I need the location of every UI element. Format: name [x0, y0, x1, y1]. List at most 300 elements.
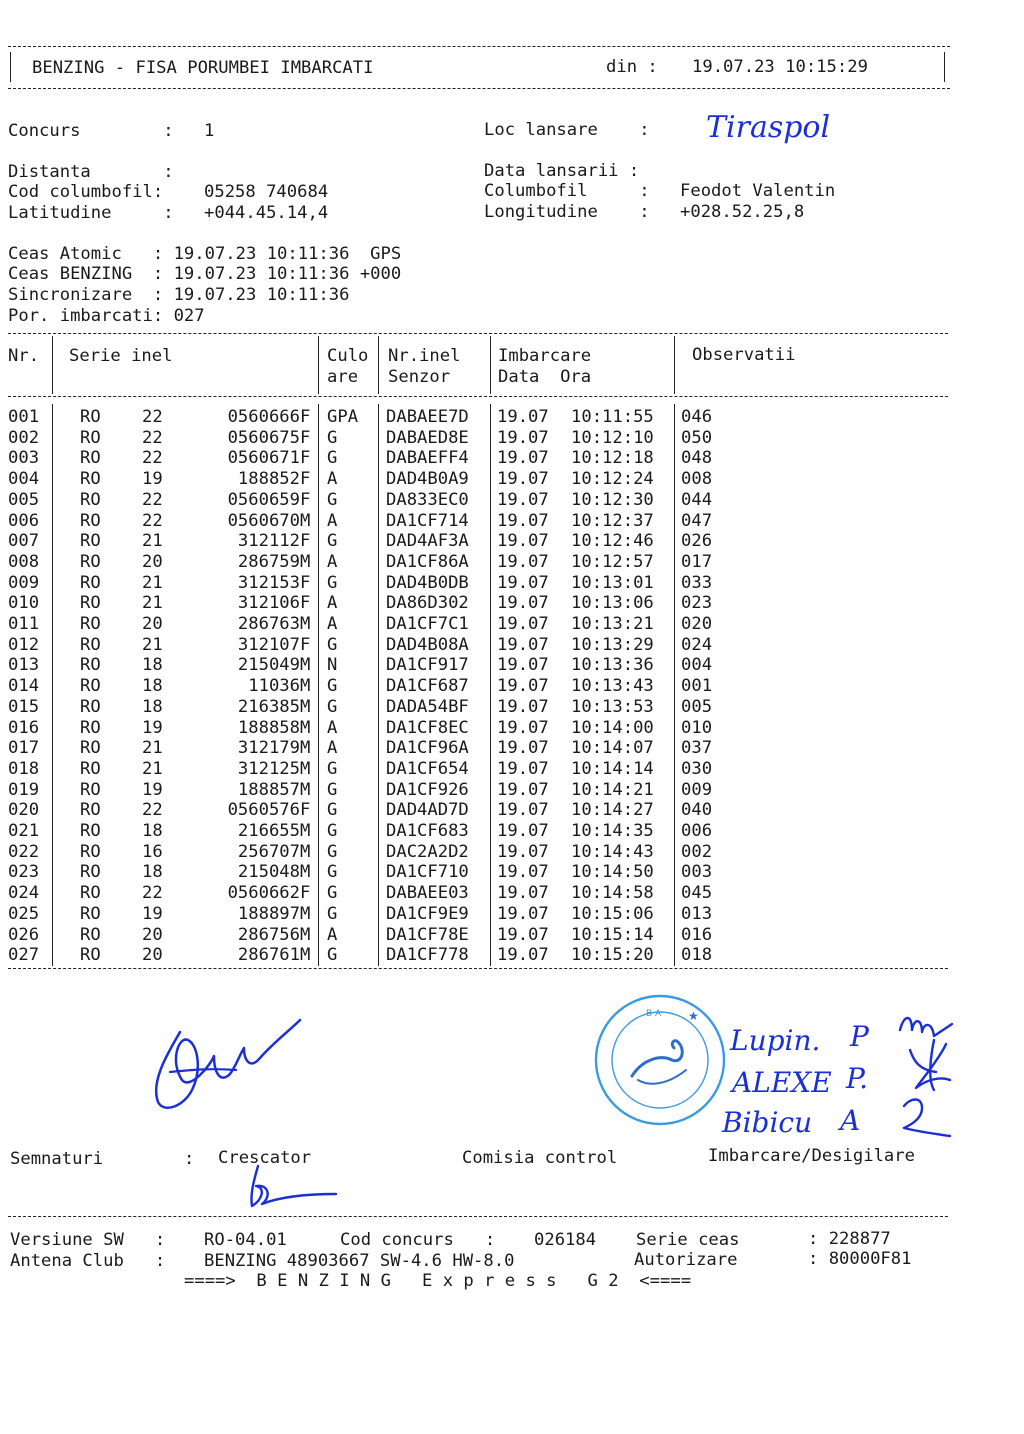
cell-culoare: G	[327, 862, 338, 883]
table-row	[0, 407, 1024, 428]
cell-country: RO	[80, 614, 101, 634]
date-value: 19.07.23 10:15:29	[692, 57, 868, 77]
table-row	[0, 676, 1024, 697]
cell-data: 19.07	[497, 717, 549, 738]
cell-data: 19.07	[497, 593, 549, 614]
col-sep-3	[378, 336, 379, 394]
cell-year: 21	[142, 634, 163, 655]
autorizare-label: Autorizare	[634, 1250, 738, 1270]
cell-ora: 10:13:21	[571, 614, 654, 634]
cell-senzor: DAD4B0DB	[386, 572, 469, 593]
cell-culoare: A	[327, 614, 338, 634]
header-left-border	[10, 52, 11, 82]
cell-observatii: 023	[681, 593, 713, 614]
ceas-benzing: Ceas BENZING : 19.07.23 10:11:36 +000	[8, 264, 402, 284]
cell-senzor: DA1CF714	[386, 510, 469, 531]
cell-senzor: DA1CF917	[386, 655, 469, 676]
cell-observatii: 001	[681, 676, 713, 697]
cell-culoare: N	[327, 655, 338, 676]
benzing-banner: ====> B E N Z I N G E x p r e s s G 2 <====	[184, 1271, 692, 1291]
distanta-label: Distanta :	[8, 162, 174, 182]
cell-ring: 0560671	[227, 448, 300, 469]
cell-country: RO	[80, 800, 101, 821]
cell-senzor: DA1CF86A	[386, 551, 469, 572]
cell-nr: 027	[8, 945, 40, 966]
cell-data: 19.07	[497, 469, 549, 490]
cell-year: 18	[142, 862, 163, 883]
longitudine-value: +028.52.25,8	[680, 202, 805, 222]
cell-year: 20	[142, 945, 163, 966]
col-header-observatii: Observatii	[692, 345, 796, 365]
cell-data: 19.07	[497, 407, 549, 427]
sincronizare: Sincronizare : 19.07.23 10:11:36	[8, 285, 350, 305]
cell-culoare: G	[327, 800, 338, 821]
cell-nr: 018	[8, 758, 40, 779]
cell-data: 19.07	[497, 862, 549, 883]
cell-data: 19.07	[497, 634, 549, 655]
cell-nr: 024	[8, 883, 40, 904]
cell-senzor: DABAEFF4	[386, 448, 469, 469]
cell-sex: F	[300, 593, 311, 614]
cell-year: 19	[142, 903, 163, 924]
cell-observatii: 045	[681, 883, 713, 904]
cell-year: 16	[142, 841, 163, 862]
cell-data: 19.07	[497, 903, 549, 924]
cell-country: RO	[80, 924, 101, 945]
cell-observatii: 024	[681, 634, 713, 655]
cell-sex: M	[300, 676, 311, 697]
cell-sex: M	[300, 551, 311, 572]
cell-senzor: DA1CF9E9	[386, 903, 469, 924]
semnaturi-colon: :	[184, 1149, 195, 1169]
cell-year: 21	[142, 758, 163, 779]
cell-year: 20	[142, 924, 163, 945]
concurs-label: Concurs :	[8, 121, 174, 141]
cell-country: RO	[80, 696, 101, 717]
col-header-data-ora: Data Ora	[498, 367, 592, 387]
cell-year: 21	[142, 738, 163, 759]
col-sep-2	[318, 336, 319, 394]
cell-sex: F	[300, 634, 311, 655]
cell-data: 19.07	[497, 924, 549, 945]
cell-year: 19	[142, 717, 163, 738]
cell-year: 21	[142, 593, 163, 614]
cell-year: 18	[142, 696, 163, 717]
cell-ring: 286761	[237, 945, 300, 966]
cell-culoare: G	[327, 448, 338, 469]
cell-ora: 10:12:46	[571, 531, 654, 552]
cell-senzor: DABAED8E	[386, 427, 469, 448]
cell-ring: 188858	[237, 717, 300, 738]
col-header-nr: Nr.	[8, 346, 40, 366]
table-row	[0, 448, 1024, 469]
header-top-rule	[8, 46, 950, 47]
crescator-signature	[232, 1160, 342, 1215]
cell-country: RO	[80, 758, 101, 779]
cell-country: RO	[80, 717, 101, 738]
cell-year: 22	[142, 883, 163, 904]
serie-ceas-value: : 228877	[808, 1229, 891, 1249]
cell-sex: F	[300, 448, 311, 469]
table-row	[0, 862, 1024, 883]
table-row	[0, 697, 1024, 718]
cell-culoare: G	[327, 696, 338, 717]
svg-text:★: ★	[688, 1009, 699, 1023]
cell-ora: 10:12:57	[571, 551, 654, 572]
cell-data: 19.07	[497, 841, 549, 862]
cell-nr: 004	[8, 469, 40, 490]
cell-observatii: 040	[681, 800, 713, 821]
table-row	[0, 718, 1024, 739]
cell-sex: M	[300, 738, 311, 759]
table-bottom-rule	[8, 968, 948, 969]
cell-sex: M	[300, 924, 311, 945]
cell-ora: 10:14:27	[571, 800, 654, 821]
cell-observatii: 002	[681, 841, 713, 862]
cell-ora: 10:11:55	[571, 407, 654, 427]
cell-ora: 10:13:01	[571, 572, 654, 593]
cell-country: RO	[80, 469, 101, 490]
cell-country: RO	[80, 489, 101, 510]
cell-year: 22	[142, 800, 163, 821]
cell-year: 19	[142, 469, 163, 490]
cell-culoare: A	[327, 738, 338, 759]
cod-concurs-value: 026184	[534, 1230, 597, 1250]
table-row	[0, 883, 1024, 904]
cell-ring: 312106	[237, 593, 300, 614]
table-row	[0, 759, 1024, 780]
cell-culoare: G	[327, 779, 338, 800]
cell-senzor: DAC2A2D2	[386, 841, 469, 862]
cell-year: 18	[142, 676, 163, 697]
cell-data: 19.07	[497, 758, 549, 779]
cell-observatii: 047	[681, 510, 713, 531]
table-row	[0, 635, 1024, 656]
cell-senzor: DA1CF96A	[386, 738, 469, 759]
latitudine-label: Latitudine :	[8, 203, 174, 223]
date-label: din :	[606, 57, 658, 77]
cell-sex: M	[300, 510, 311, 531]
cell-year: 19	[142, 779, 163, 800]
antena-club-label: Antena Club :	[10, 1251, 166, 1271]
cell-culoare: G	[327, 758, 338, 779]
cell-observatii: 003	[681, 862, 713, 883]
commission-mark-2: P.	[846, 1062, 869, 1095]
cell-nr: 012	[8, 634, 40, 655]
cell-country: RO	[80, 572, 101, 593]
cod-columbofil-value: 05258 740684	[204, 182, 329, 202]
table-row	[0, 614, 1024, 635]
cell-data: 19.07	[497, 821, 549, 841]
cell-country: RO	[80, 655, 101, 676]
cell-sex: F	[300, 407, 311, 427]
table-row	[0, 531, 1024, 552]
cell-country: RO	[80, 779, 101, 800]
cell-observatii: 004	[681, 655, 713, 676]
cell-senzor: DA1CF8EC	[386, 717, 469, 738]
cell-culoare: G	[327, 572, 338, 593]
signature-left	[140, 1010, 310, 1125]
cell-ring: 286759	[237, 551, 300, 572]
cell-senzor: DA1CF654	[386, 758, 469, 779]
cell-ora: 10:12:37	[571, 510, 654, 531]
cell-nr: 003	[8, 448, 40, 469]
cell-culoare: GPA	[327, 407, 359, 427]
cell-observatii: 016	[681, 924, 713, 945]
table-row	[0, 780, 1024, 801]
report-title: BENZING - FISA PORUMBEI IMBARCATI	[32, 58, 374, 78]
cell-culoare: G	[327, 427, 338, 448]
columbofil-label: Columbofil :	[484, 181, 650, 201]
versiune-value: RO-04.01	[204, 1230, 287, 1250]
cell-data: 19.07	[497, 738, 549, 759]
cod-concurs-label: Cod concurs :	[340, 1230, 496, 1250]
col-header-serie: Serie inel	[69, 346, 173, 366]
cell-culoare: A	[327, 469, 338, 490]
table-row	[0, 925, 1024, 946]
col-sep-4	[490, 336, 491, 394]
cell-ora: 10:14:00	[571, 717, 654, 738]
cell-year: 22	[142, 489, 163, 510]
cell-sex: M	[300, 779, 311, 800]
table-row	[0, 842, 1024, 863]
cell-culoare: G	[327, 903, 338, 924]
cell-ora: 10:15:06	[571, 903, 654, 924]
cell-culoare: A	[327, 924, 338, 945]
header-bottom-rule	[8, 88, 950, 89]
cell-country: RO	[80, 407, 101, 427]
cell-country: RO	[80, 531, 101, 552]
cell-data: 19.07	[497, 655, 549, 676]
cell-observatii: 048	[681, 448, 713, 469]
cell-ring: 216385	[237, 696, 300, 717]
cell-data: 19.07	[497, 427, 549, 448]
cell-year: 22	[142, 407, 163, 427]
col-sep-5	[674, 336, 675, 394]
commission-name-3: Bibicu	[722, 1106, 813, 1139]
cell-country: RO	[80, 427, 101, 448]
cell-culoare: A	[327, 551, 338, 572]
cell-year: 20	[142, 551, 163, 572]
latitudine-value: +044.45.14,4	[204, 203, 329, 223]
cell-nr: 023	[8, 862, 40, 883]
cell-nr: 015	[8, 696, 40, 717]
cell-sex: M	[300, 614, 311, 634]
cell-senzor: DAD4AD7D	[386, 800, 469, 821]
cell-ora: 10:15:14	[571, 924, 654, 945]
table-row	[0, 511, 1024, 532]
cell-country: RO	[80, 841, 101, 862]
cell-sex: F	[300, 800, 311, 821]
cell-ring: 312153	[237, 572, 300, 593]
cell-country: RO	[80, 676, 101, 697]
cell-culoare: A	[327, 717, 338, 738]
table-row	[0, 800, 1024, 821]
data-lansarii-label: Data lansarii :	[484, 161, 640, 181]
cell-culoare: G	[327, 841, 338, 862]
cell-data: 19.07	[497, 883, 549, 904]
cell-country: RO	[80, 945, 101, 966]
cell-ring: 216655	[237, 821, 300, 841]
cell-observatii: 050	[681, 427, 713, 448]
cell-year: 21	[142, 531, 163, 552]
cell-observatii: 030	[681, 758, 713, 779]
cell-nr: 008	[8, 551, 40, 572]
cell-year: 22	[142, 427, 163, 448]
cell-nr: 013	[8, 655, 40, 676]
cell-ring: 0560670	[227, 510, 300, 531]
cell-year: 21	[142, 572, 163, 593]
cell-observatii: 018	[681, 945, 713, 966]
header-right-border	[944, 52, 945, 82]
cell-ora: 10:15:20	[571, 945, 654, 966]
loc-lansare-label: Loc lansare :	[484, 120, 650, 140]
cell-sex: F	[300, 572, 311, 593]
cell-country: RO	[80, 883, 101, 904]
cell-ring: 312179	[237, 738, 300, 759]
cell-ora: 10:13:36	[571, 655, 654, 676]
columbofil-value: Feodot Valentin	[680, 181, 836, 201]
table-row	[0, 821, 1024, 842]
antena-club-value: BENZING 48903667 SW-4.6 HW-8.0	[204, 1251, 515, 1271]
cell-year: 18	[142, 655, 163, 676]
porumbei-imbarcati: Por. imbarcati: 027	[8, 306, 205, 326]
cell-observatii: 005	[681, 696, 713, 717]
col-header-culoare: Culo	[327, 346, 369, 366]
cell-senzor: DAD4B08A	[386, 634, 469, 655]
cell-ring: 286763	[237, 614, 300, 634]
cell-ora: 10:14:58	[571, 883, 654, 904]
concurs-value: 1	[204, 121, 215, 141]
cell-year: 20	[142, 614, 163, 634]
cell-nr: 005	[8, 489, 40, 510]
commission-name-2: ALEXE	[732, 1066, 832, 1099]
cell-sex: F	[300, 427, 311, 448]
cell-observatii: 010	[681, 717, 713, 738]
serie-ceas-label: Serie ceas	[636, 1230, 740, 1250]
table-row	[0, 490, 1024, 511]
cell-country: RO	[80, 862, 101, 883]
cell-ora: 10:12:10	[571, 427, 654, 448]
cell-year: 22	[142, 448, 163, 469]
cell-sex: F	[300, 469, 311, 490]
table-row	[0, 469, 1024, 490]
cell-culoare: G	[327, 634, 338, 655]
col-header-culoare-2: are	[327, 367, 359, 387]
cell-ring: 188857	[237, 779, 300, 800]
cell-country: RO	[80, 738, 101, 759]
cell-ora: 10:14:43	[571, 841, 654, 862]
cell-nr: 009	[8, 572, 40, 593]
cell-nr: 020	[8, 800, 40, 821]
cell-data: 19.07	[497, 800, 549, 821]
cell-sex: M	[300, 841, 311, 862]
cell-data: 19.07	[497, 779, 549, 800]
table-row	[0, 573, 1024, 594]
versiune-label: Versiune SW :	[10, 1230, 166, 1250]
cell-senzor: DA1CF778	[386, 945, 469, 966]
table-row	[0, 593, 1024, 614]
cell-data: 19.07	[497, 489, 549, 510]
cell-ora: 10:13:06	[571, 593, 654, 614]
cell-data: 19.07	[497, 614, 549, 634]
cell-data: 19.07	[497, 551, 549, 572]
cell-senzor: DA1CF7C1	[386, 614, 469, 634]
table-row	[0, 945, 1024, 966]
cell-ora: 10:13:53	[571, 696, 654, 717]
cell-nr: 011	[8, 614, 40, 634]
cell-senzor: DAD4AF3A	[386, 531, 469, 552]
autorizare-value: : 80000F81	[808, 1249, 912, 1269]
cell-senzor: DA86D302	[386, 593, 469, 614]
cell-sex: M	[300, 862, 311, 883]
cell-ring: 0560662	[227, 883, 300, 904]
table-row	[0, 428, 1024, 449]
cell-ring: 188852	[237, 469, 300, 490]
cell-nr: 006	[8, 510, 40, 531]
cell-culoare: A	[327, 593, 338, 614]
cell-country: RO	[80, 510, 101, 531]
cell-observatii: 017	[681, 551, 713, 572]
cell-year: 22	[142, 510, 163, 531]
cell-observatii: 037	[681, 738, 713, 759]
cell-senzor: DAD4B0A9	[386, 469, 469, 490]
cell-ring: 0560576	[227, 800, 300, 821]
cell-sex: M	[300, 945, 311, 966]
col-header-nr-inel: Nr.inel	[388, 346, 461, 366]
comisia-control-label: Comisia control	[462, 1148, 618, 1168]
commission-mark-1: P	[850, 1020, 869, 1053]
cell-senzor: DABAEE7D	[386, 407, 469, 427]
ceas-atomic: Ceas Atomic : 19.07.23 10:11:36 GPS	[8, 244, 402, 264]
cell-ora: 10:14:14	[571, 758, 654, 779]
cell-nr: 019	[8, 779, 40, 800]
cell-culoare: G	[327, 883, 338, 904]
cell-ring: 256707	[237, 841, 300, 862]
cell-ora: 10:13:43	[571, 676, 654, 697]
commission-name-1: Lupin.	[730, 1024, 821, 1057]
cell-observatii: 013	[681, 903, 713, 924]
cell-year: 18	[142, 821, 163, 841]
cell-data: 19.07	[497, 696, 549, 717]
cell-ring: 312125	[237, 758, 300, 779]
cell-nr: 025	[8, 903, 40, 924]
cell-observatii: 033	[681, 572, 713, 593]
cell-culoare: G	[327, 821, 338, 841]
cell-culoare: G	[327, 676, 338, 697]
cell-culoare: G	[327, 531, 338, 552]
cell-nr: 026	[8, 924, 40, 945]
stamp-seal	[590, 990, 730, 1130]
cell-sex: F	[300, 531, 311, 552]
cell-culoare: G	[327, 489, 338, 510]
cell-data: 19.07	[497, 510, 549, 531]
cell-country: RO	[80, 903, 101, 924]
cell-country: RO	[80, 593, 101, 614]
table-row	[0, 738, 1024, 759]
crescator-label: Crescator	[218, 1148, 312, 1168]
table-row	[0, 655, 1024, 676]
cell-ring: 286756	[237, 924, 300, 945]
cell-senzor: DA1CF78E	[386, 924, 469, 945]
cell-ring: 215048	[237, 862, 300, 883]
cell-sex: M	[300, 696, 311, 717]
commission-initials	[890, 1010, 960, 1145]
cell-nr: 010	[8, 593, 40, 614]
cell-ora: 10:14:35	[571, 821, 654, 841]
cell-observatii: 006	[681, 821, 713, 841]
cell-ora: 10:12:30	[571, 489, 654, 510]
